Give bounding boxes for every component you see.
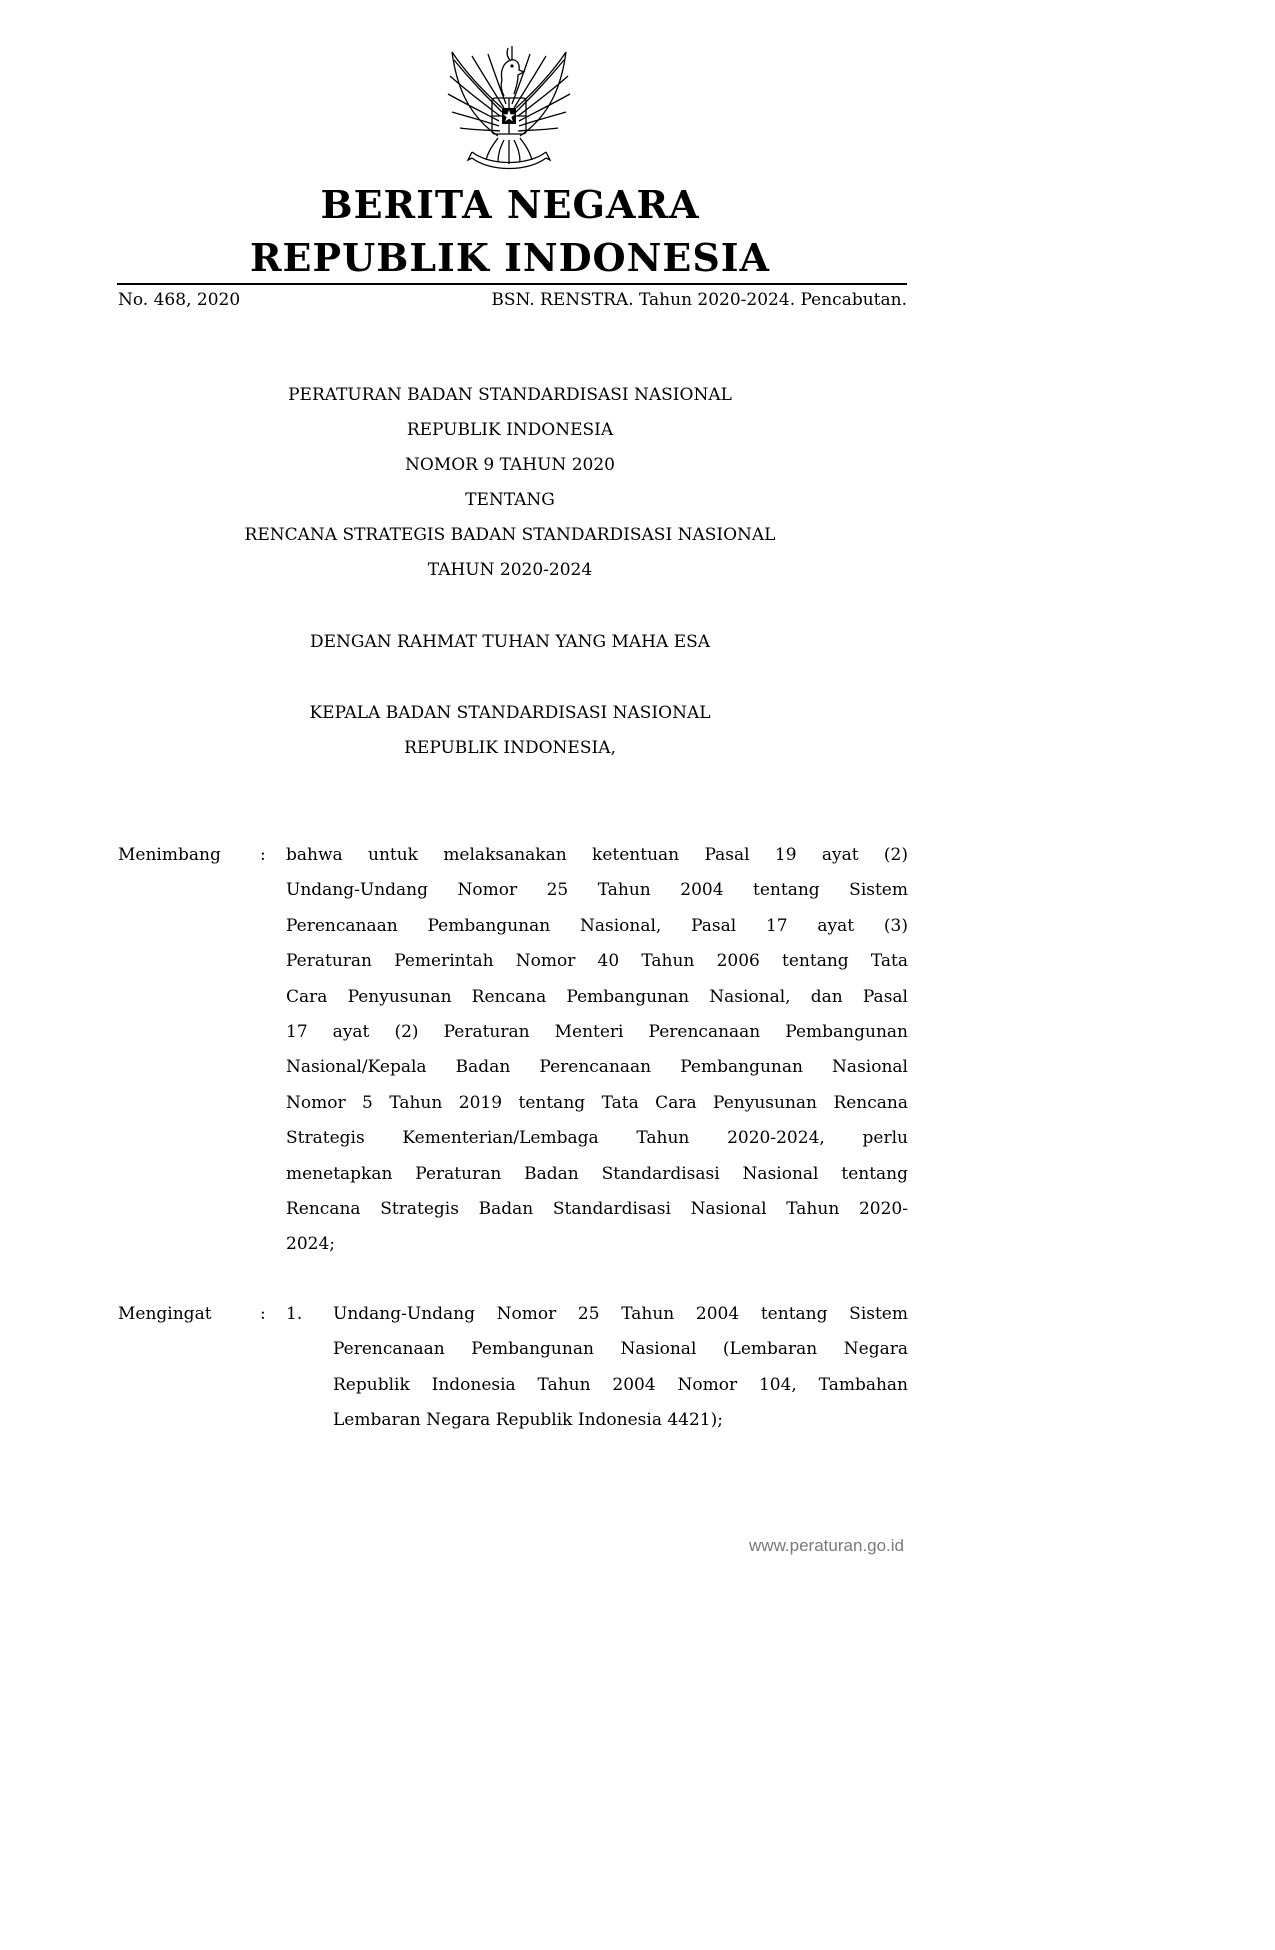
menimbang-text (286, 838, 908, 1263)
menimbang-line: 2024; (286, 1234, 335, 1255)
gazette-number: No. 468, 2020 (118, 290, 241, 310)
mengingat-item-number: 1. (286, 1304, 303, 1324)
header-divider (117, 283, 907, 285)
regulation-title-line: PERATURAN BADAN STANDARDISASI NASIONAL (288, 385, 732, 405)
invocation (0, 625, 1020, 660)
mengingat-line: Lembaran Negara Republik Indonesia 4421); (333, 1410, 723, 1431)
mengingat-item-text (333, 1297, 908, 1439)
regulation-title-line: NOMOR 9 TAHUN 2020 (405, 455, 615, 475)
mengingat-label: Mengingat (118, 1304, 212, 1324)
menimbang-line: Nasional/Kepala Badan Perencanaan Pembangunan Nasional (286, 1057, 908, 1078)
issuer-line: KEPALA BADAN STANDARDISASI NASIONAL (309, 703, 711, 723)
gazette-subject: BSN. RENSTRA. Tahun 2020-2024. Pencabutan. (491, 290, 907, 310)
menimbang-label: Menimbang (118, 845, 221, 865)
menimbang-line: Undang-Undang Nomor 25 Tahun 2004 tentang Sistem (286, 880, 908, 901)
mengingat-line: Republik Indonesia Tahun 2004 Nomor 104, Tambahan (333, 1374, 908, 1395)
garuda-emblem-icon (442, 42, 576, 172)
menimbang-line: menetapkan Peraturan Badan Standardisasi Nasional tentang (286, 1163, 908, 1184)
mengingat-line: Undang-Undang Nomor 25 Tahun 2004 tentang Sistem (333, 1304, 908, 1324)
issuer-line: REPUBLIK INDONESIA, (404, 738, 616, 758)
regulation-title-block (0, 378, 1020, 588)
menimbang-colon: : (260, 845, 266, 865)
gazette-title-line1: BERITA NEGARA (320, 182, 700, 227)
mengingat-colon: : (260, 1304, 266, 1324)
invocation-text: DENGAN RAHMAT TUHAN YANG MAHA ESA (309, 632, 711, 652)
gazette-title-line2: REPUBLIK INDONESIA (249, 235, 771, 280)
regulation-title-line: TAHUN 2020-2024 (427, 560, 593, 580)
menimbang-line: Perencanaan Pembangunan Nasional, Pasal 17 ayat (3) (286, 915, 908, 936)
menimbang-line: Nomor 5 Tahun 2019 tentang Tata Cara Penyusunan Rencana (286, 1092, 908, 1113)
regulation-title-line: TENTANG (465, 490, 555, 510)
menimbang-line: Cara Penyusunan Rencana Pembangunan Nasional, dan Pasal (286, 986, 908, 1007)
regulation-title-line: RENCANA STRATEGIS BADAN STANDARDISASI NASIONAL (244, 525, 776, 545)
menimbang-line: Strategis Kementerian/Lembaga Tahun 2020-2024, perlu (286, 1128, 908, 1149)
footer-website: www.peraturan.go.id (749, 1536, 904, 1555)
mengingat-line: Perencanaan Pembangunan Nasional (Lembaran Negara (333, 1339, 908, 1360)
menimbang-line: Rencana Strategis Badan Standardisasi Nasional Tahun 2020- (286, 1199, 908, 1220)
menimbang-line: 17 ayat (2) Peraturan Menteri Perencanaan Pembangunan (286, 1022, 908, 1043)
menimbang-line: bahwa untuk melaksanakan ketentuan Pasal 19 ayat (2) (286, 845, 908, 865)
menimbang-line: Peraturan Pemerintah Nomor 40 Tahun 2006 tentang Tata (286, 951, 908, 972)
issuer-block (0, 696, 1020, 766)
regulation-title-line: REPUBLIK INDONESIA (406, 420, 614, 440)
